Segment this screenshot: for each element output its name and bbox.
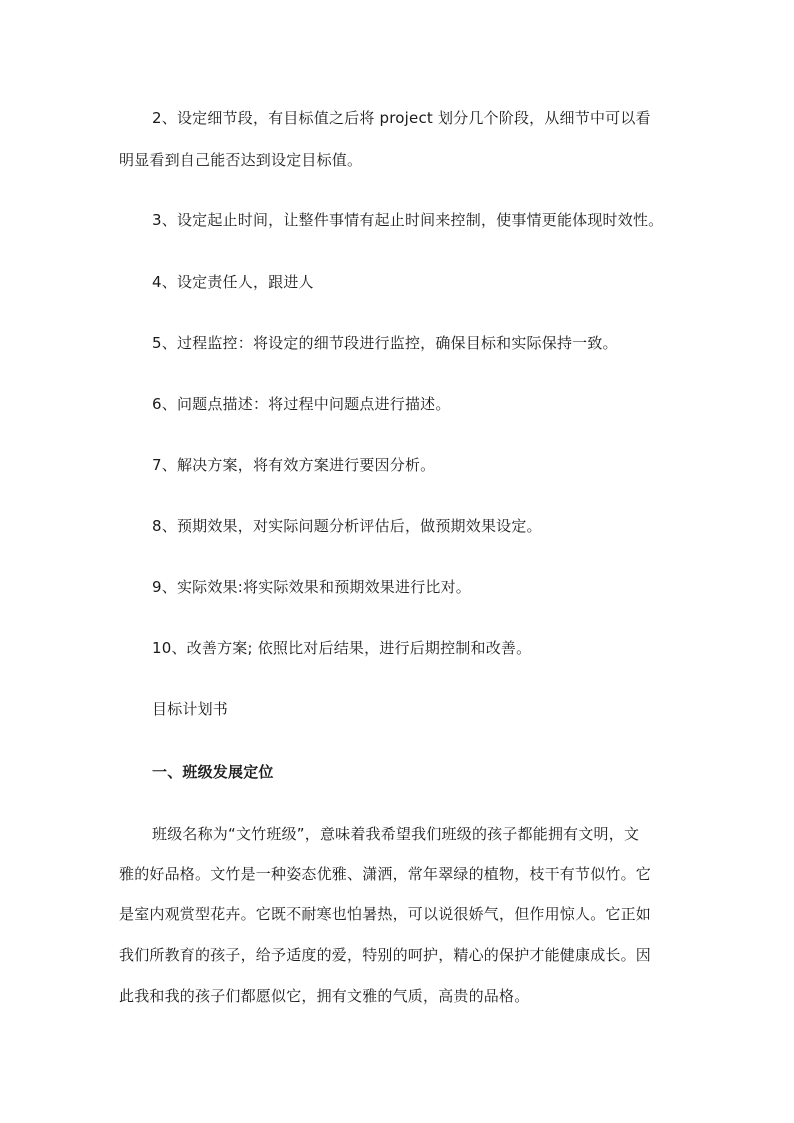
paragraph-line-5: 此我和我的孩子们都愿似它，拥有文雅的气质，高贵的品格。: [119, 987, 530, 1005]
paragraph-line-2: 雅的好品格。文竹是一种姿态优雅、潇洒，常年翠绿的植物，枝干有节似竹。它: [119, 865, 652, 883]
list-item-3: 3、设定起止时间，让整件事情有起止时间来控制，使事情更能体现时效性。: [152, 211, 664, 229]
section-title: 目标计划书: [152, 700, 229, 718]
list-item-2-line-1: 2、设定细节段，有目标值之后将 project 划分几个阶段，从细节中可以看: [152, 109, 651, 127]
list-item-10: 10、改善方案; 依照比对后结果，进行后期控制和改善。: [152, 639, 532, 657]
paragraph-line-3: 是室内观赏型花卉。它既不耐寒也怕暑热，可以说很娇气，但作用惊人。它正如: [119, 905, 652, 923]
list-item-6: 6、问题点描述：将过程中问题点进行描述。: [152, 395, 451, 413]
list-item-5: 5、过程监控：将设定的细节段进行监控，确保目标和实际保持一致。: [152, 334, 618, 352]
paragraph-line-4: 我们所教育的孩子，给予适度的爱，特别的呵护，精心的保护才能健康成长。因: [119, 946, 652, 964]
list-item-7: 7、解决方案，将有效方案进行要因分析。: [152, 456, 436, 474]
list-item-2-line-2: 明显看到自己能否达到设定目标值。: [119, 151, 363, 169]
list-item-8: 8、预期效果，对实际问题分析评估后，做预期效果设定。: [152, 517, 542, 535]
paragraph-line-1: 班级名称为“文竹班级”，意味着我希望我们班级的孩子都能拥有文明，文: [152, 825, 640, 843]
section-heading: 一、班级发展定位: [152, 763, 274, 781]
list-item-4: 4、设定责任人，跟进人: [152, 273, 314, 291]
list-item-9: 9、实际效果:将实际效果和预期效果进行比对。: [152, 578, 471, 596]
